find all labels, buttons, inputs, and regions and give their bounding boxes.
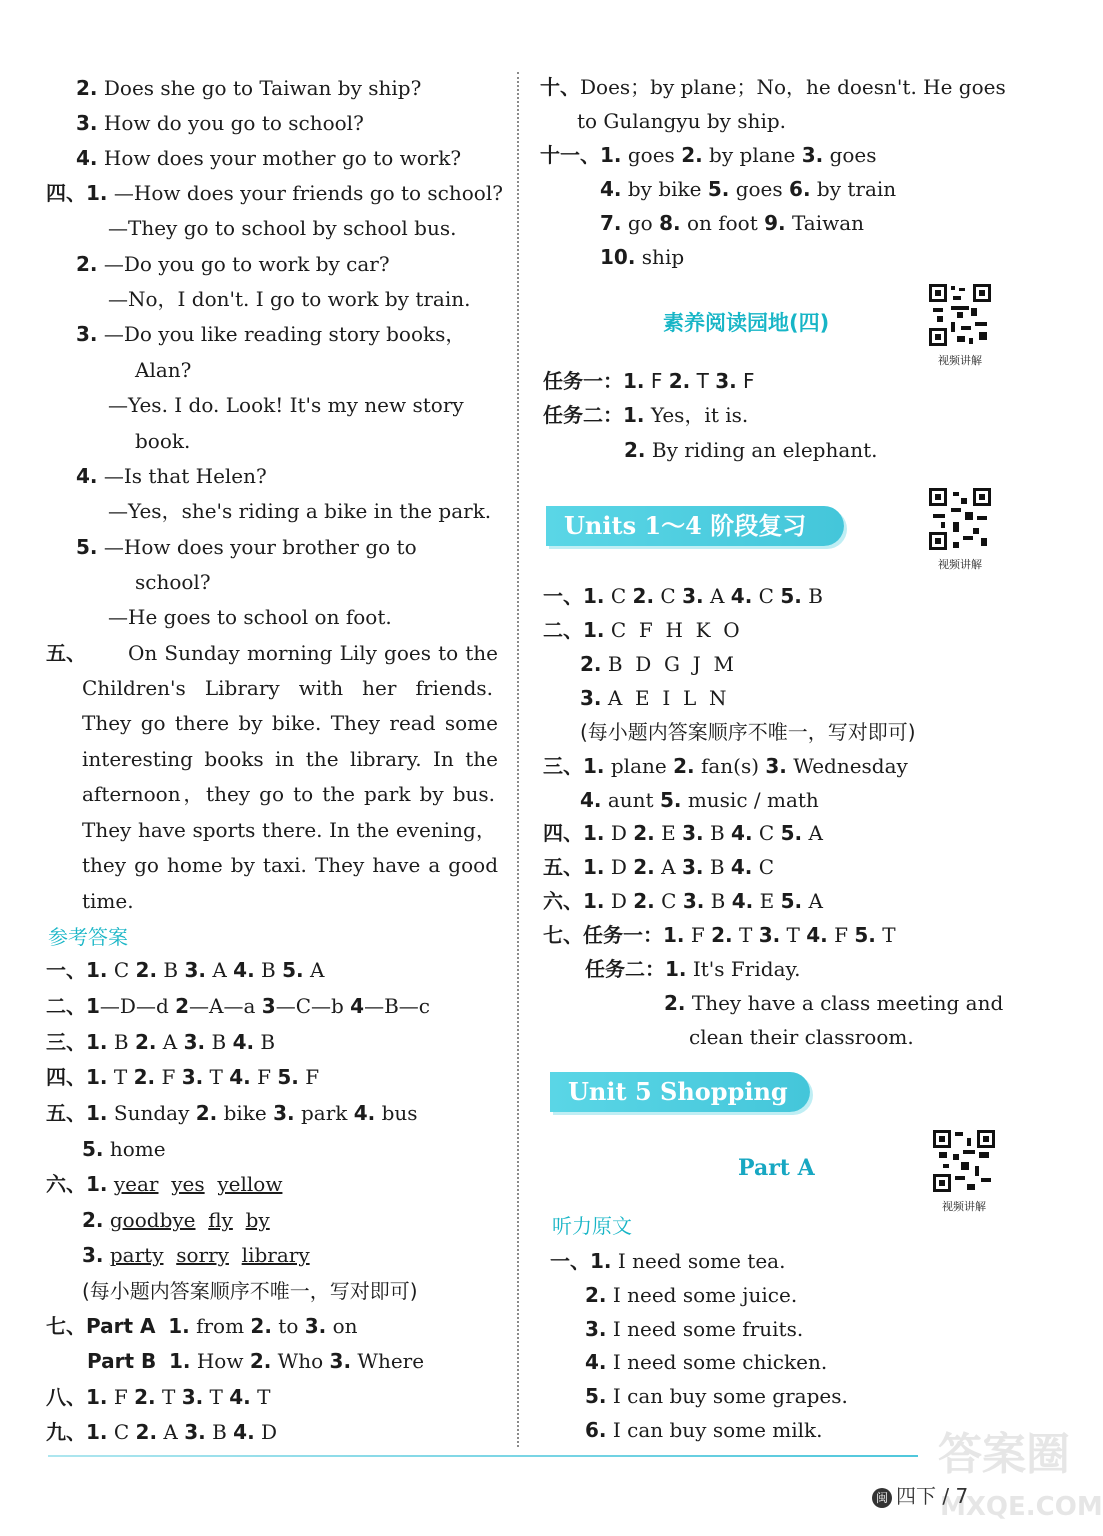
answer-row: 4. I need some chicken. [585, 1350, 828, 1374]
answer-row: 7. go 8. on foot 9. Taiwan [600, 211, 865, 235]
answer-row: 四、1. D 2. E 3. B 4. C 5. A [543, 821, 823, 845]
answer-row: 六、1. year yes yellow [46, 1172, 283, 1196]
line: time. [82, 889, 134, 913]
reading-heading: 素养阅读园地(四) [663, 311, 830, 335]
line: 4. —Is that Helen? [76, 464, 267, 488]
answer-row: 八、1. F 2. T 3. T 4. T [46, 1385, 271, 1409]
answer-row: 4. by bike 5. goes 6. by train [600, 177, 897, 201]
note: (每小题内答案顺序不唯一，写对即可) [82, 1279, 418, 1303]
answer-row: 三、1. B 2. A 3. B 4. B [46, 1030, 276, 1054]
watermark-url: MXQE.COM [940, 1492, 1103, 1522]
line: 2. —Do you go to work by car? [76, 252, 390, 276]
line: 4. How does your mother go to work? [76, 146, 462, 170]
answer-row: 6. I can buy some milk. [585, 1418, 823, 1442]
answer-row: 5. home [82, 1137, 166, 1161]
answer-row: 十、Does；by plane；No，he doesn't. He goes [540, 75, 1006, 99]
answer-row: 七、Part A 1. from 2. to 3. on [46, 1314, 358, 1338]
answer-row: 2. By riding an elephant. [624, 438, 878, 462]
answer-row: 2. B D G J M [580, 652, 734, 676]
line: —He goes to school on foot. [108, 605, 392, 629]
answer-row: 5. I can buy some grapes. [585, 1384, 848, 1408]
line: —No，I don't. I go to work by train. [108, 287, 471, 311]
qr-caption: 视频讲解 [942, 1200, 986, 1213]
column-divider [517, 72, 519, 1447]
answers-heading: 参考答案 [48, 925, 128, 949]
qr-caption: 视频讲解 [938, 558, 982, 571]
line: On Sunday morning Lily goes to the [128, 641, 498, 665]
note: (每小题内答案顺序不唯一，写对即可) [580, 720, 916, 744]
region-badge: 闽 [872, 1488, 892, 1508]
answer-row: 五、1. Sunday 2. bike 3. park 4. bus [46, 1101, 418, 1125]
line: 5. —How does your brother go to [76, 535, 417, 559]
answer-row: 3. I need some fruits. [585, 1317, 804, 1341]
line: afternoon，they go to the park by bus. [82, 782, 495, 806]
qr-caption: 视频讲解 [938, 354, 982, 367]
answer-row: 一、1. C 2. B 3. A 4. B 5. A [46, 958, 325, 982]
line: —They go to school by school bus. [108, 216, 457, 240]
page-number: 闽 四下 / 7 [872, 1480, 968, 1509]
qr-code-icon[interactable] [927, 486, 993, 552]
line: Alan? [135, 358, 192, 382]
answer-row: 2. They have a class meeting and [664, 991, 1004, 1015]
line: Children's Library with her friends. [82, 676, 493, 700]
line: to Gulangyu by ship. [577, 109, 786, 133]
answer-row: 一、1. C 2. C 3. A 4. C 5. B [543, 584, 823, 608]
line: clean their classroom. [689, 1025, 914, 1049]
answer-row: 3. party sorry library [82, 1243, 310, 1267]
answer-row: 十一、1. goes 2. by plane 3. goes [540, 143, 877, 167]
answer-row: 五、1. D 2. A 3. B 4. C [543, 855, 775, 879]
line: interesting books in the library. In the [82, 747, 498, 771]
line: they go home by taxi. They have a good [82, 853, 498, 877]
answer-row: 3. A E I L N [580, 686, 727, 710]
line: 3. —Do you like reading story books， [76, 322, 466, 346]
answer-row: 任务二：1. Yes，it is. [543, 403, 749, 427]
line: —Yes，she's riding a bike in the park. [108, 499, 492, 523]
answer-row: 任务一：1. F 2. T 3. F [543, 369, 755, 393]
watermark-logo: 答案圈 [938, 1429, 1070, 1480]
line: 2. Does she go to Taiwan by ship? [76, 76, 422, 100]
answer-row: 4. aunt 5. music / math [580, 788, 819, 812]
answer-row: 三、1. plane 2. fan(s) 3. Wednesday [543, 754, 908, 778]
qr-code-icon[interactable] [931, 1128, 997, 1194]
answer-row: 2. goodbye fly by [82, 1208, 270, 1232]
line: —Yes. I do. Look! It's my new story [108, 393, 464, 417]
line: book. [135, 429, 191, 453]
line: school? [135, 570, 211, 594]
answer-row: Part B 1. How 2. Who 3. Where [87, 1349, 425, 1373]
line: 四、1. —How does your friends go to school? [46, 181, 503, 205]
answer-row: 任务二：1. It's Friday. [585, 957, 801, 981]
answer-row: 二、1—D—d 2—A—a 3—C—b 4—B—c [46, 994, 430, 1018]
answer-row: 二、1. C F H K O [543, 618, 740, 642]
answer-row: 四、1. T 2. F 3. T 4. F 5. F [46, 1065, 320, 1089]
answer-row: 10. ship [600, 245, 685, 269]
listening-heading: 听力原文 [552, 1214, 632, 1238]
section-banner-unit5: Unit 5 Shopping [550, 1072, 810, 1112]
line: They go there by bike. They read some [82, 711, 498, 735]
answer-row: 六、1. D 2. C 3. B 4. E 5. A [543, 889, 823, 913]
answer-row: 九、1. C 2. A 3. B 4. D [46, 1420, 278, 1444]
part-a-heading: Part A [738, 1155, 815, 1181]
line: They have sports there. In the evening， [82, 818, 496, 842]
bottom-rule [48, 1455, 918, 1457]
answer-row: 七、任务一：1. F 2. T 3. T 4. F 5. T [543, 923, 896, 947]
answer-row: 一、1. I need some tea. [550, 1249, 786, 1273]
line: 五、 [46, 641, 86, 665]
qr-code-icon[interactable] [927, 282, 993, 348]
section-banner-review: Units 1～4 阶段复习 [546, 506, 844, 546]
answer-row: 2. I need some juice. [585, 1283, 798, 1307]
line: 3. How do you go to school? [76, 111, 364, 135]
